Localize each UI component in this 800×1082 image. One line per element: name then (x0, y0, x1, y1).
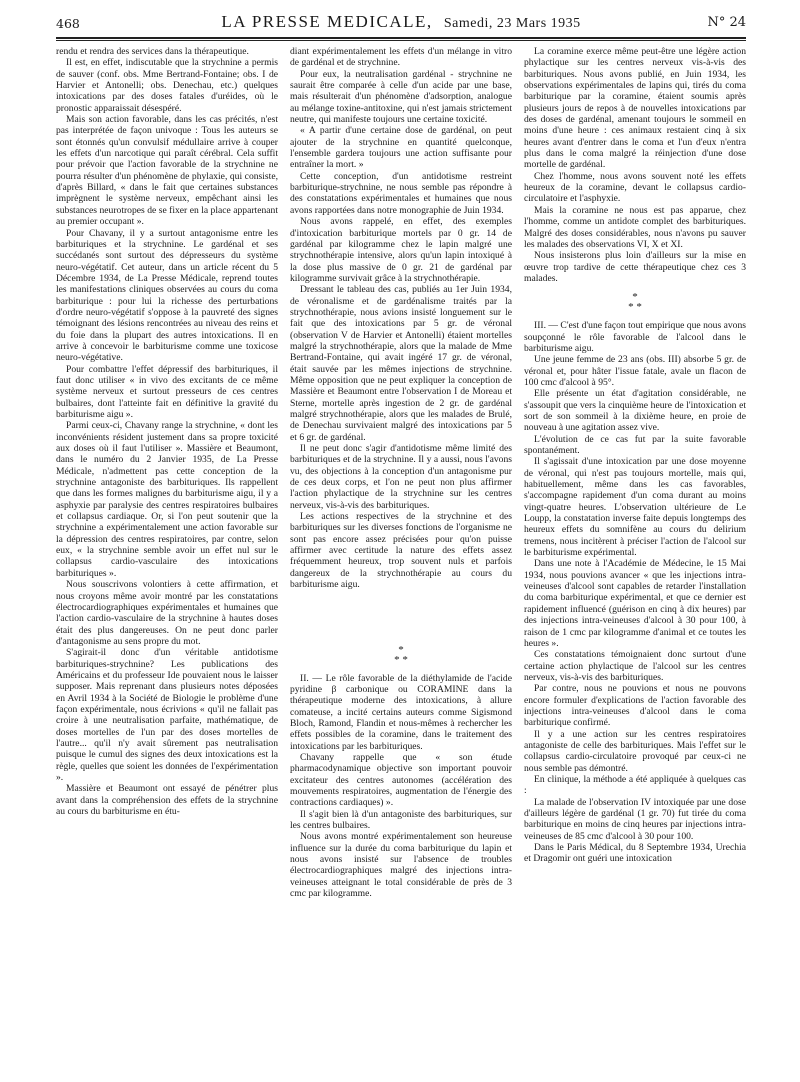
paragraph: Les actions respectives de la strychnine et des barbituriques sur les diverses fonctions de l'organisme ne sont pas encore assez précisées pour qu'on puisse affirmer avec certitude la nature des effets assez fréquemment heureux, trop souvent nuls et parfois dangereux de la strychnothérapie au cours du barbiturisme aigu. (290, 511, 512, 591)
text-column-3 (524, 46, 746, 865)
column-3-top (524, 46, 746, 284)
paragraph: Parmi ceux-ci, Chavany range la strychnine, « dont les inconvénients résident justement dans sa propre toxicité aux doses où il faut l'utiliser ». Massière et Beaumont, dans le numéro du 2 Janvier 1935, de La Presse Médicale, n'admettent pas cette conception de la strychnine antagoniste des barbituriques. Ils rappellent que dans les formes malignes du barbiturisme aigu, il y a asphyxie par paralysie des centres respiratoires bulbaires et collapsus cardiaque. Or, si l'on peut soutenir que la strychnine a expérimentalement une action favorable sur la dépression des centres respiratoires, par contre, selon eux, « la strychnine semble avoir un effet nul sur le collapsus cardio-vasculaire des intoxications barbituriques ». (56, 420, 278, 579)
column-2-bottom (290, 673, 512, 900)
paragraph: Il s'agit bien là d'un antagoniste des barbituriques, sur les centres bulbaires. (290, 808, 512, 831)
masthead (56, 12, 746, 32)
paragraph: L'évolution de ce cas fut par la suite favorable spontanément. (524, 433, 746, 456)
paragraph: III. — C'est d'une façon tout empirique que nous avons soupçonné le rôle favorable de l'alcool dans le barbiturisme aigu. (524, 320, 746, 354)
paragraph: « A partir d'une certaine dose de gardénal, on peut ajouter de la strychnine en quantité quelconque, l'ensemble gardera toujours une action suffisante pour entraîner la mort. » (290, 125, 512, 171)
paragraph: Il ne peut donc s'agir d'antidotisme même limité des barbituriques et de la strychnine. Il y a aussi, nous l'avons vu, des objections à la conception d'un antagonisme pur de ces deux corps, et l'on ne peut non plus affirmer l'action phylactique de la strychnine sur les centres nerveux, vis-à-vis des barbituriques. (290, 443, 512, 511)
section-spacer (290, 591, 512, 637)
paragraph: rendu et rendra des services dans la thérapeutique. (56, 46, 249, 57)
paragraph: Dans une note à l'Académie de Médecine, le 15 Mai 1934, nous pouvions avancer « que les injections intra-veineuses d'alcool sont capables de retarder l'installation du coma barbiturique expérimental, et que ce dernier est rapidement influencé (guérison en cinq à dix heures) par des injections intra-veineuses d'alcool à 30 pour 100, à raison de 1 cmc par kilogramme d'animal et ce toutes les heures ». (524, 558, 746, 649)
column-3-bottom (524, 320, 746, 865)
paragraph: Dans le Paris Médical, du 8 Septembre 1934, Urechia et Dragomir ont guéri une intoxication (524, 842, 746, 865)
paragraph: Par contre, nous ne pouvions et nous ne pouvons encore formuler d'explications de l'action favorable des injections intra-veineuses d'alcool dans le coma barbiturique confirmé. (524, 683, 746, 729)
paragraph: Nous insisterons plus loin d'ailleurs sur la mise en œuvre trop tardive de cette thérapeutique chez ces 3 malades. (524, 250, 746, 284)
paragraph: Nous avons rappelé, en effet, des exemples d'intoxication barbiturique mortels par 0 gr. 14 de gardénal par kilogramme chez le lapin malgré une strychnothérapie intensive, alors qu'un lapin intoxiqué à la dose plus massive de 0 gr. 21 de gardénal par kilogramme survivait grâce à la strychnothérapie. (290, 216, 512, 284)
paragraph: Cette conception, d'un antidotisme restreint barbiturique-strychnine, ne nous semble pas répondre à des constatations expérimentales et humaines que nous avons rapportées dans notre monographie de Juin 1934. (290, 170, 512, 216)
paragraph: Dressant le tableau des cas, publiés au 1er Juin 1934, de véronalisme et de gardénalisme traités par la strychnothérapie, nous avions insisté longuement sur le fait que des intoxications par 5 gr. de véronal (observation V de Harvier et Antonelli) étaient mortelles malgré la strychnothérapie, alors que la malade de Mme Bertrand-Fontaine, qui avait ingéré 17 gr. de véronal, était sauvée par les mêmes injections de strychnine. Même opposition que ne peut expliquer la conception de Massière et Beaumont entre l'observation I de Moreau et Sterne, mortelle après ingestion de 2 gr. de gardénal malgré strychnothérapie, alors que les malades de Brulé, de Denechau survivaient malgré des intoxications par 5 et 6 gr. de gardénal. (290, 284, 512, 443)
paragraph: Elle présente un état d'agitation considérable, ne s'assoupit que vers la cinquième heure de l'intoxication et sort de son sommeil à la dixième heure, en proie de nouveau à une agitation assez vive. (524, 388, 746, 434)
issue-number: N° 24 (707, 15, 746, 30)
paragraph: Chavany rappelle que « son étude pharmacodynamique objective son important pouvoir excitateur des centres autonomes (accélération des mouvements respiratoires, augmentation de l'énergie des contractions cardiaques) ». (290, 751, 512, 809)
column-2-top (290, 46, 512, 591)
journal-title: LA PRESSE MEDICALE, (221, 12, 433, 31)
paragraph: Massière et Beaumont ont essayé de pénétrer plus avant dans la compréhension des effets de la strychnine au cours du barbiturisme en étu- (56, 783, 278, 818)
paragraph: Nous souscrivons volontiers à cette affirmation, et nous croyons même avoir montré par les constatations électrocardiographiques expérimentales et humaines que l'action cardio-vasculaire de la strychnine à hautes doses était des plus dangereuses. On ne peut donc parler d'antagonisme au sens propre du mot. (56, 579, 278, 647)
paragraph: Pour Chavany, il y a surtout antagonisme entre les barbituriques et la strychnine. Le gardénal et ses succédanés sont surtout des dépresseurs du système neuro-végétatif. Cet auteur, dans un article récent du 5 Décembre 1934, de La Presse Médicale, reprend toutes les manifestations cliniques observées au cours du coma barbiturique : pour lui la richesse des perturbations d'ordre neuro-végétatif s'oppose à la pauvreté des signes témoignant des lésions rencontrées au niveau des reins et du foie dans la plupart des autres intoxications. Il en arrive à concevoir le barbiturisme comme une toxicose neuro-végétative. (56, 227, 278, 364)
paragraph: En clinique, la méthode a été appliquée à quelques cas : (524, 773, 746, 797)
paragraph: Il y a une action sur les centres respiratoires antagoniste de celle des barbituriques. Mais l'effet sur le collapsus cardio-circulatoire provoqué par ceux-ci ne nous semble pas démontré. (524, 728, 746, 774)
paragraph: Mais son action favorable, dans les cas précités, n'est pas interprétée de façon univoque : Tous les auteurs se sont étonnés qu'un convulsif médullaire arrive à couper les effets d'un narcotique qui paraît cérébral. Cela suffit pour prévoir que l'action favorable de la strychnine ne pourra résulter d'un phénomène de phylaxie, qui consiste, d'après Billard, « dans le fait que certaines substances imprègnent le système nerveux, empêchant ainsi les substances neurotropes de se fixer en la place appartenant au premier occupant ». (56, 114, 278, 228)
header-rule-thin (56, 40, 746, 41)
paragraph: Pour eux, la neutralisation gardénal - strychnine ne saurait être comparée à celle d'un acide par une base, mais résulterait d'un phénomène d'adsorption, analogue au mélange toxine-antitoxine, qui n'est jamais strictement neutre, qui manifeste toujours une certaine toxicité. (290, 68, 512, 126)
paragraph: Il est, en effet, indiscutable que la strychnine a permis de sauver (conf. obs. Mme Bertrand-Fontaine; obs. I de Harvier et Antonelli; obs. Denechau, etc.) quelques intoxications par des doses fatales d'uréides, où le pronostic apparaissait désespéré. (56, 57, 278, 114)
paragraph: Pour combattre l'effet dépressif des barbituriques, il faut donc utiliser « in vivo des excitants de ce même système nerveux et surtout presseurs de ces centres bulbaires, dont l'atteinte fait en définitive la gravité du barbiturisme aigu ». (56, 363, 278, 420)
paragraph: La malade de l'observation IV intoxiquée par une dose d'ailleurs légère de gardénal (1 gr. 70) fut tirée du coma barbiturique en moins de cinq heures par injections intra-veineuses de 85 cmc d'alcool à 30 pour 100. (524, 796, 746, 842)
paragraph: Ces constatations témoignaient donc surtout d'une certaine action phylactique de l'alcool sur les centres nerveux, vis-à-vis des barbituriques. (524, 649, 746, 683)
issue-date: Samedi, 23 Mars 1935 (443, 16, 581, 31)
paragraph: Chez l'homme, nous avons souvent noté les effets heureux de la coramine, devant le collapsus cardio-circulatoire et l'asphyxie. (524, 170, 746, 205)
section-separator-stars: * * * (394, 643, 408, 666)
paragraph: Une jeune femme de 23 ans (obs. III) absorbe 5 gr. de véronal et, pour hâter l'issue fatale, avale un flacon de 100 cmc d'alcool à 95°. (524, 354, 746, 388)
text-column-2 (290, 46, 512, 899)
paragraph: S'agirait-il donc d'un véritable antidotisme barbituriques-strychnine? Les publications des Américains et du professeur Ide pouvaient nous le laisser supposer. Mais reprenant dans plusieurs notes déposées en Avril 1934 à la Société de Biologie le problème d'une façon expérimentale, nous écrivions « qu'il ne fallait pas croire à une neutralisation parfaite, mathématique, de doses mortelles de l'un par des doses mortelles de l'autre... qu'il n'y avait sûrement pas neutralisation puisque le cumul des signes des deux intoxications est la règle, quelles que soient les données de l'expérimentation ». (56, 647, 278, 783)
page-header (56, 12, 746, 38)
page-number: 468 (56, 16, 80, 31)
paragraph: diant expérimentalement les effets d'un mélange in vitro de gardénal et de strychnine. (290, 46, 512, 69)
paragraph: Nous avons montré expérimentalement son heureuse influence sur la durée du coma barbiturique du lapin et nous avons insisté sur l'absence de troubles électrocardiographiques malgré des injections intra-veineuses atteignant le total considérable de près de 3 cmc par kilogramme. (290, 831, 512, 900)
paragraph: Il s'agissait d'une intoxication par une dose moyenne de véronal, qui n'est pas toujours mortelle, mais qui, habituellement, même dans les cas favorables, s'accompagne rapidement d'un coma durant au moins vingt-quatre heures. L'observation ultérieure de Le Loupp, la constatation inverse faite depuis longtemps des heureux effets du somnifène au cours du delirium tremens, nous incitèrent à préciser l'action de l'alcool sur le barbiturisme expérimental. (524, 456, 746, 559)
paragraph: II. — Le rôle favorable de la diéthylamide de l'acide pyridine β carbonique ou CORAMINE dans la thérapeutique moderne des intoxications, à allure comateuse, a incité certains auteurs comme Sigismond Bloch, Ramond, Flandin et nous-mêmes à rechercher les effets possibles de la coramine, dans le traitement des intoxications par les barbituriques. (290, 672, 512, 752)
section-separator-stars: * * * (628, 291, 642, 314)
header-rule (56, 37, 746, 39)
paragraph: Mais la coramine ne nous est pas apparue, chez l'homme, comme un antidote complet des barbituriques. Malgré des doses considérables, nous n'avons pu sauver les malades des observations VI, X et XI. (524, 204, 746, 250)
text-column-1 (56, 46, 278, 817)
paragraph: La coramine exerce même peut-être une légère action phylactique sur les centres nerveux vis-à-vis des barbituriques. Nous avons publié, en Juin 1934, les observations expérimentales de lapins qui, tirés du coma barbiturique par la coramine, étaient soumis après plusieurs jours de repos à de nouvelles intoxications par des doses de gardénal, amenant toujours le sommeil en moins d'une heure : ces animaux restaient cinq à six heures avant d'entrer dans le coma et l'un d'eux n'entra plus dans le coma malgré la réinjection d'une dose mortelle de gardénal. (524, 46, 746, 171)
